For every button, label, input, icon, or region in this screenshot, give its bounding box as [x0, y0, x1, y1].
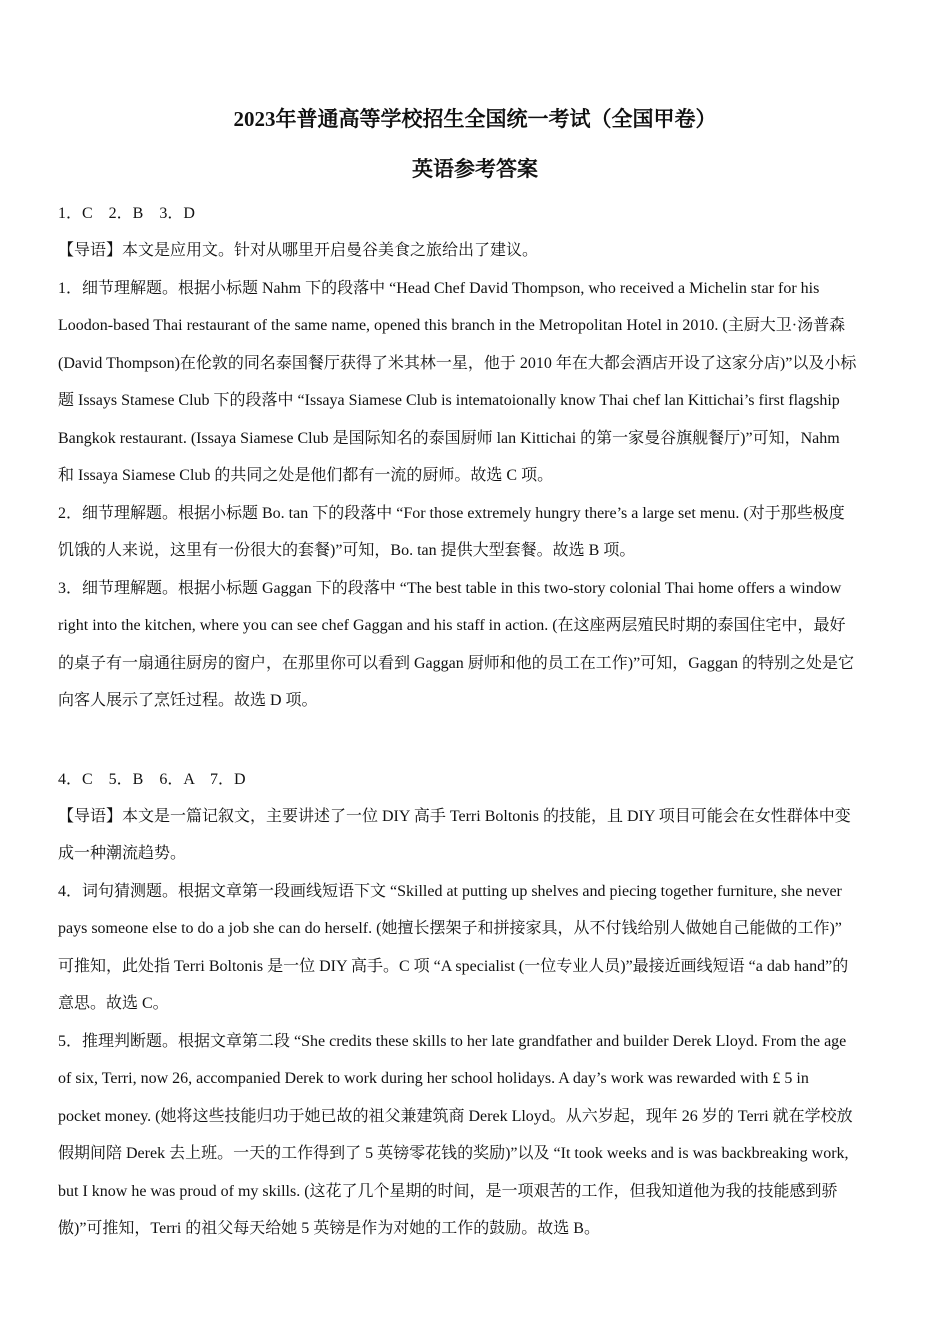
- text-line: right into the kitchen, where you can see chef Gaggan and his staff in action. (在这座两层殖民时期的泰国住宅中，最好: [58, 617, 846, 634]
- text-line: of six, Terri, now 26, accompanied Derek to work during her school holidays. A day’s work was rewarded with £ 5 in: [58, 1070, 809, 1087]
- answer-key-1-3: 1．C 2．B 3．D: [58, 205, 195, 222]
- text-line: 的桌子有一扇通往厨房的窗户，在那里你可以看到 Gaggan 厨师和他的员工在工作)”可知，Gaggan 的特别之处是它: [58, 654, 854, 672]
- text-line: 【导语】本文是一篇记叙文，主要讲述了一位 DIY 高手 Terri Boltonis 的技能，且 DIY 项目可能会在女性群体中变: [58, 807, 851, 825]
- text-line: 可推知，此处指 Terri Boltonis 是一位 DIY 高手。C 项 “A specialist (一位专业人员)”最接近画线短语 “a dab hand”的: [58, 957, 849, 975]
- text-line: 成一种潮流趋势。: [58, 845, 187, 862]
- text-line: 5．推理判断题。根据文章第二段 “She credits these skills to her late grandfather and builder Derek Lloyd. From the age: [58, 1032, 847, 1050]
- section-2: [58, 764, 892, 1248]
- text-line: Loodon-based Thai restaurant of the same name, opened this branch in the Metropolitan Hotel in 2010. (主厨大卫·汤普森: [58, 317, 846, 334]
- document-title: 2023年普通高等学校招生全国统一考试（全国甲卷）: [233, 107, 717, 131]
- answer-key-4-7: 4．C 5．B 6．A 7．D: [58, 770, 246, 788]
- document-subtitle: 英语参考答案: [412, 157, 538, 181]
- text-line: pocket money. (她将这些技能归功于她已故的祖父兼建筑商 Derek Lloyd。从六岁起，现年 26 岁的 Terri 就在学校放: [58, 1107, 853, 1125]
- text-line: pays someone else to do a job she can do herself. (她擅长摆架子和拼接家具，从不付钱给别人做她自己能做的工作)”: [58, 920, 842, 937]
- text-line: but I know he was proud of my skills. (这花了几个星期的时间，是一项艰苦的工作，但我知道他为我的技能感到骄: [58, 1182, 838, 1200]
- text-line: (David Thompson)在伦敦的同名泰国餐厅获得了米其林一星，他于 2010 年在大都会酒店开设了这家分店)”以及小标: [58, 354, 857, 372]
- text-line: 3．细节理解题。根据小标题 Gaggan 下的段落中 “The best table in this two-story colonial Thai home offers a window: [58, 579, 842, 597]
- text-line: Bangkok restaurant. (Issaya Siamese Club 是国际知名的泰国厨师 lan Kittichai 的第一家曼谷旗舰餐厅)”可知，Nahm: [58, 429, 840, 447]
- text-line: 【导语】本文是应用文。针对从哪里开启曼谷美食之旅给出了建议。: [58, 242, 539, 259]
- text-line: 题 Issays Stamese Club 下的段落中 “Issaya Siamese Club is intematoionally know Thai chef lan Kittichai’s first flagship: [58, 392, 840, 409]
- text-line: 傲)”可推知，Terri 的祖父每天给她 5 英镑是作为对她的工作的鼓励。故选 B。: [58, 1220, 600, 1237]
- section-gap: [58, 720, 892, 752]
- text-line: 2．细节理解题。根据小标题 Bo. tan 下的段落中 “For those extremely hungry there’s a large set menu. (对于那些极度: [58, 504, 845, 522]
- text-line: 假期间陪 Derek 去上班。一天的工作得到了 5 英镑零花钱的奖励)”以及 “It took weeks and is was backbreaking work,: [58, 1145, 849, 1162]
- text-line: 1．细节理解题。根据小标题 Nahm 下的段落中 “Head Chef David Thompson, who received a Michelin star for his: [58, 279, 820, 297]
- text-line: 饥饿的人来说，这里有一份很大的套餐)”可知，Bo. tan 提供大型套餐。故选 B 项。: [58, 542, 636, 559]
- text-line: 意思。故选 C。: [58, 995, 169, 1012]
- text-line: 和 Issaya Siamese Club 的共同之处是他们都有一流的厨师。故选 C 项。: [58, 467, 554, 484]
- text-line: 4．词句猜测题。根据文章第一段画线短语下文 “Skilled at putting up shelves and piecing together furniture, she never: [58, 882, 842, 900]
- text-line: 向客人展示了烹饪过程。故选 D 项。: [58, 692, 318, 709]
- section-1: [58, 198, 892, 720]
